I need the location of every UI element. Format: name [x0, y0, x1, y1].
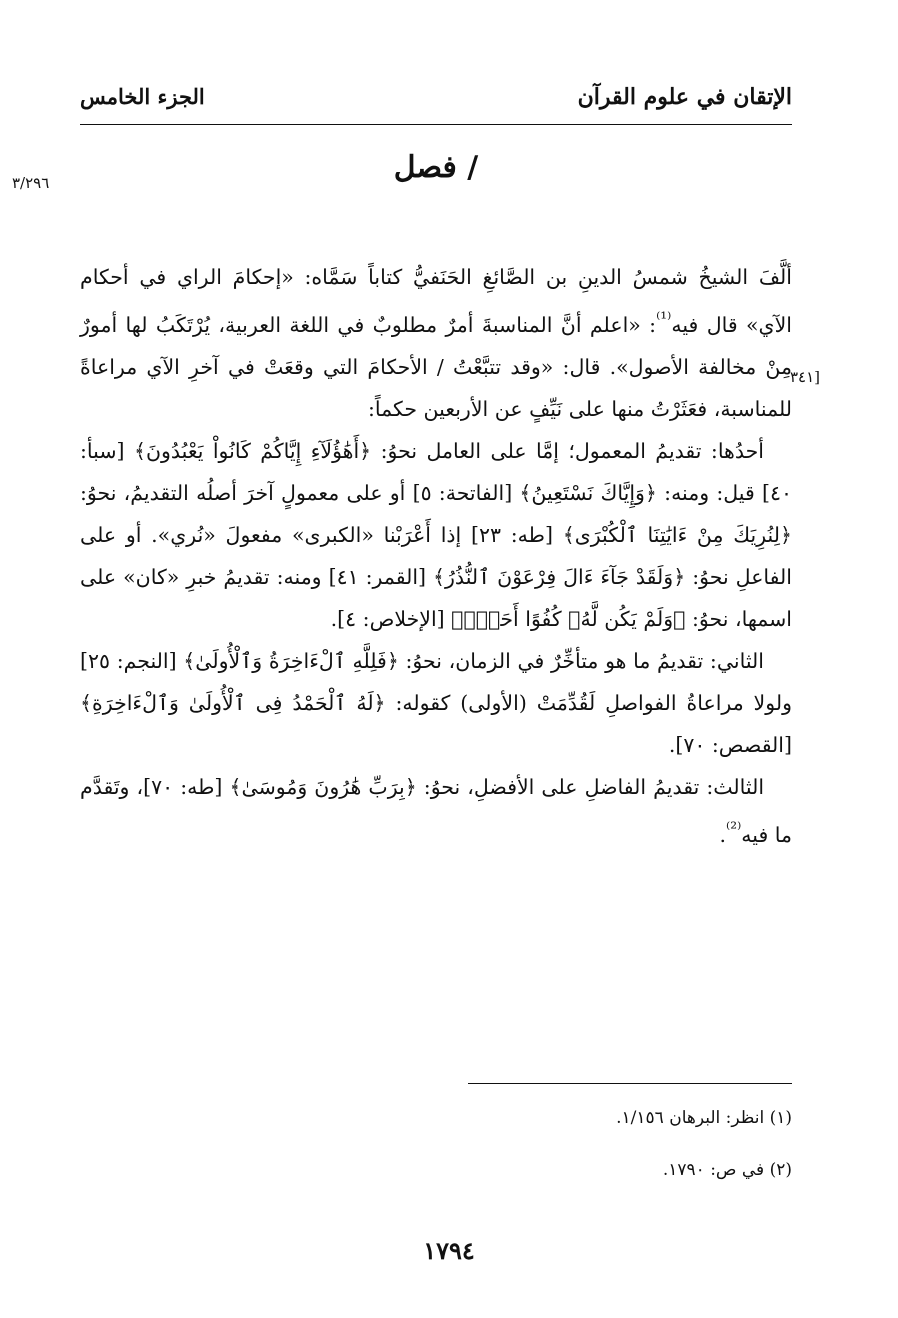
footnote-2: (٢) في ص: ١٧٩٠.	[662, 1160, 792, 1180]
part-label: الجزء الخامس	[80, 84, 205, 109]
text-segment: [القمر: ٤١] ومنه: تقديمُ خبرِ «كان» على اسمها، نحوُ:	[80, 564, 792, 631]
paragraph-intro	[80, 256, 792, 430]
quran-quote: ﴿فَلِلَّهِ ٱلْءَاخِرَةُ وَٱلْأُولَىٰ﴾	[183, 648, 399, 673]
quran-quote: ﴿وَلَقَدْ جَآءَ ءَالَ فِرْعَوْنَ ٱلنُّذُرُ﴾	[433, 564, 686, 589]
paragraph-first	[80, 430, 792, 640]
quran-quote: ﴿لَهُ ٱلْحَمْدُ فِى ٱلْأُولَىٰ وَٱلْءَاخِرَةِ﴾	[80, 690, 386, 715]
book-title: الإتقان في علوم القرآن	[577, 84, 792, 110]
paragraph-second	[80, 640, 792, 766]
margin-reference-top: ٣/٢٩٦	[12, 174, 50, 192]
running-header	[80, 78, 792, 122]
text-segment: [الفاتحة: ٥] أو على معمولٍ آخرَ أصلُه التقديمُ، نحوُ:	[80, 480, 520, 505]
quran-quote: ﴿بِرَبِّ هَٰرُونَ وَمُوسَىٰ﴾	[229, 774, 417, 799]
footnote-ref: ⁽¹⁾	[656, 309, 672, 329]
text-segment: الثالث: تقديمُ الفاضلِ على الأفضلِ، نحوُ:	[416, 774, 765, 799]
paragraph-third	[80, 766, 792, 856]
quran-quote: ﴿لِنُرِيَكَ مِنْ ءَايَٰتِنَا ٱلْكُبْرَى﴾	[562, 522, 792, 547]
text-segment: [سبأ: ٤٠] قيل: ومنه:	[80, 438, 792, 505]
quran-quote: ﴿وَإِيَّاكَ نَسْتَعِينُ﴾	[519, 480, 657, 505]
footnotes	[80, 1092, 792, 1196]
header-rule	[80, 124, 792, 125]
text-segment: : «اعلم أنَّ المناسبةَ أمرٌ مطلوبٌ في اللغة العربية، يُرْتَكَبُ لها أمورٌ مِنْ مخالفة الأصول». قال: «وقد تتبَّعْتُ / الأحكامَ التي وقعَتْ في آخرِ الآي مراعاةً للمناسبة، فعَثَرْتُ منها على نَيِّفٍ عن الأربعين حكماً:	[80, 312, 792, 421]
quran-quote: ﴿أَهَٰؤُلَآءِ إِيَّاكُمْ كَانُواْ يَعْبُدُونَ﴾	[133, 438, 372, 463]
footnote-rule	[468, 1083, 792, 1084]
text-segment: ألَّفَ الشيخُ شمسُ الدينِ بن الصَّائغِ الحَنَفيُّ كتاباً سَمَّاه: «إحكامَ الراي في أحكام الآي» قال فيه	[80, 265, 792, 337]
text-segment: أحدُها: تقديمُ المعمول؛ إمَّا على العامل نحوُ:	[371, 438, 765, 463]
text-segment: [طه: ٢٣] إذا أَعْرَبْنا «الكبرى» مفعولَ «نُري». أو على الفاعلِ نحوُ:	[80, 522, 792, 589]
footnote-ref: ⁽²⁾	[726, 818, 742, 839]
text-segment: [الإخلاص: ٤].	[330, 606, 452, 631]
quran-quote: ﴿وَلَمْ يَكُن لَّهُۥ كُفُوًا أَحَدٌۢ﴾	[451, 606, 686, 631]
text-segment: [النجم: ٢٥] ولولا مراعاةُ الفواصلِ لَقُدِّمَتْ (الأولى) كقوله:	[80, 648, 792, 715]
text-segment: .	[719, 822, 726, 847]
section-title: / فصل	[393, 150, 479, 185]
page-number: ١٧٩٤	[423, 1236, 475, 1265]
text-segment: [طه: ٧٠]، وتَقدَّم ما فيه	[80, 774, 792, 847]
text-segment: [القصص: ٧٠].	[668, 732, 792, 757]
footnote-1: (١) انظر: البرهان ١/١٥٦.	[616, 1108, 792, 1128]
margin-reference-middle: [٣٤١	[790, 368, 821, 386]
body-text	[80, 256, 792, 856]
text-segment: الثاني: تقديمُ ما هو متأخِّرٌ في الزمان، نحوُ:	[398, 648, 764, 673]
